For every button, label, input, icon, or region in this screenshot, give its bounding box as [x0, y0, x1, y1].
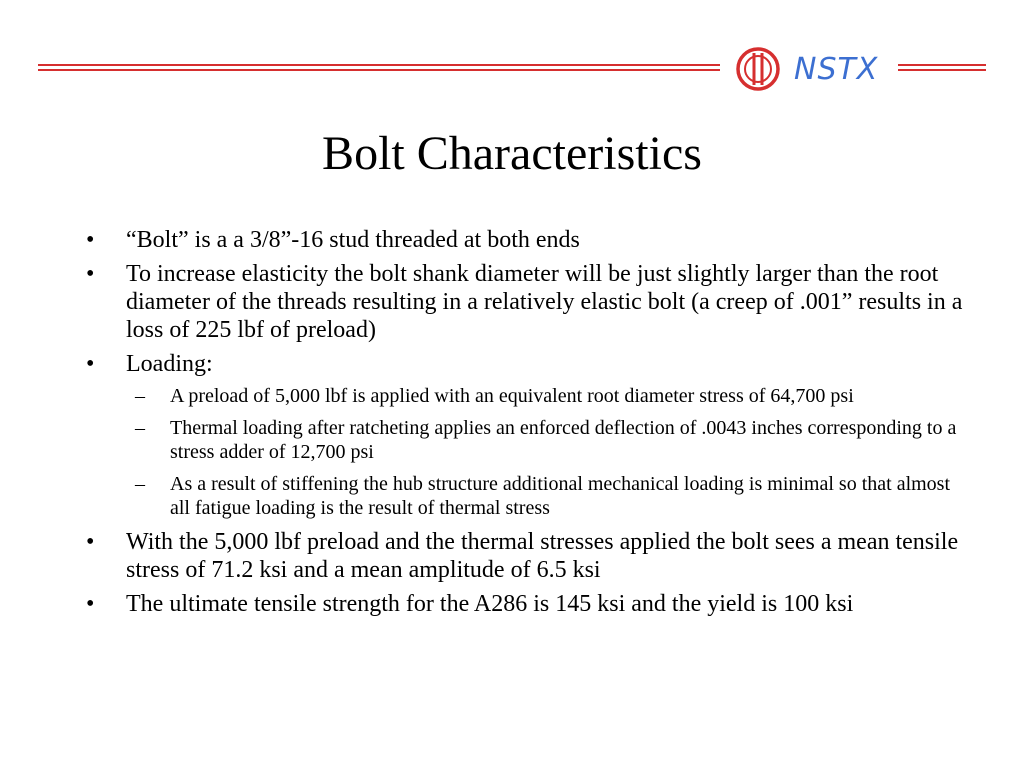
bullet-item [86, 260, 966, 344]
logo-text: NSTX [794, 52, 879, 87]
bullet-mark: • [86, 529, 95, 555]
bullet-item [86, 590, 966, 618]
bullet-mark: • [86, 227, 95, 253]
sub-bullet-item [86, 472, 966, 520]
sub-bullet-item [86, 416, 966, 464]
nstx-logo [734, 46, 894, 92]
sub-bullet-item [86, 384, 966, 408]
dash-mark: – [135, 417, 145, 439]
header-rule-line [38, 69, 720, 71]
bullet-text: The ultimate tensile strength for the A286 is 145 ksi and the yield is 100 ksi [126, 591, 854, 617]
slide-title: Bolt Characteristics [322, 127, 702, 180]
header-rule-line [898, 64, 986, 66]
dash-mark: – [135, 385, 145, 407]
bullet-text: With the 5,000 lbf preload and the thermal stresses applied the bolt sees a mean tensile stress of 71.2 ksi and a mean amplitude of 6.5 ksi [126, 529, 959, 583]
bullet-item [86, 226, 966, 254]
sub-bullet-text: As a result of stiffening the hub structure additional mechanical loading is minimal so that almost all fatigue loading is the result of thermal stress [170, 473, 951, 519]
header-rule-left [38, 64, 720, 72]
slide-content [86, 226, 966, 624]
nstx-logo-circle-icon [734, 46, 786, 92]
bullet-mark: • [86, 351, 95, 377]
bullet-item [86, 350, 966, 378]
bullet-text: To increase elasticity the bolt shank diameter will be just slightly larger than the root diameter of the threads resulting in a relatively elastic bolt (a creep of .001” results in a loss of 225 lbf of preload) [126, 261, 963, 343]
dash-mark: – [135, 473, 145, 495]
sub-bullet-text: A preload of 5,000 lbf is applied with an equivalent root diameter stress of 64,700 psi [170, 385, 854, 407]
header-rule-line [38, 64, 720, 66]
header-rule-line [898, 69, 986, 71]
header-rule-right [898, 64, 986, 72]
bullet-mark: • [86, 591, 95, 617]
bullet-item [86, 528, 966, 584]
bullet-text: “Bolt” is a a 3/8”-16 stud threaded at both ends [126, 227, 580, 253]
bullet-text: Loading: [126, 351, 213, 377]
bullet-mark: • [86, 261, 95, 287]
sub-bullet-text: Thermal loading after ratcheting applies an enforced deflection of .0043 inches corresponding to a stress adder of 12,700 psi [170, 417, 957, 463]
